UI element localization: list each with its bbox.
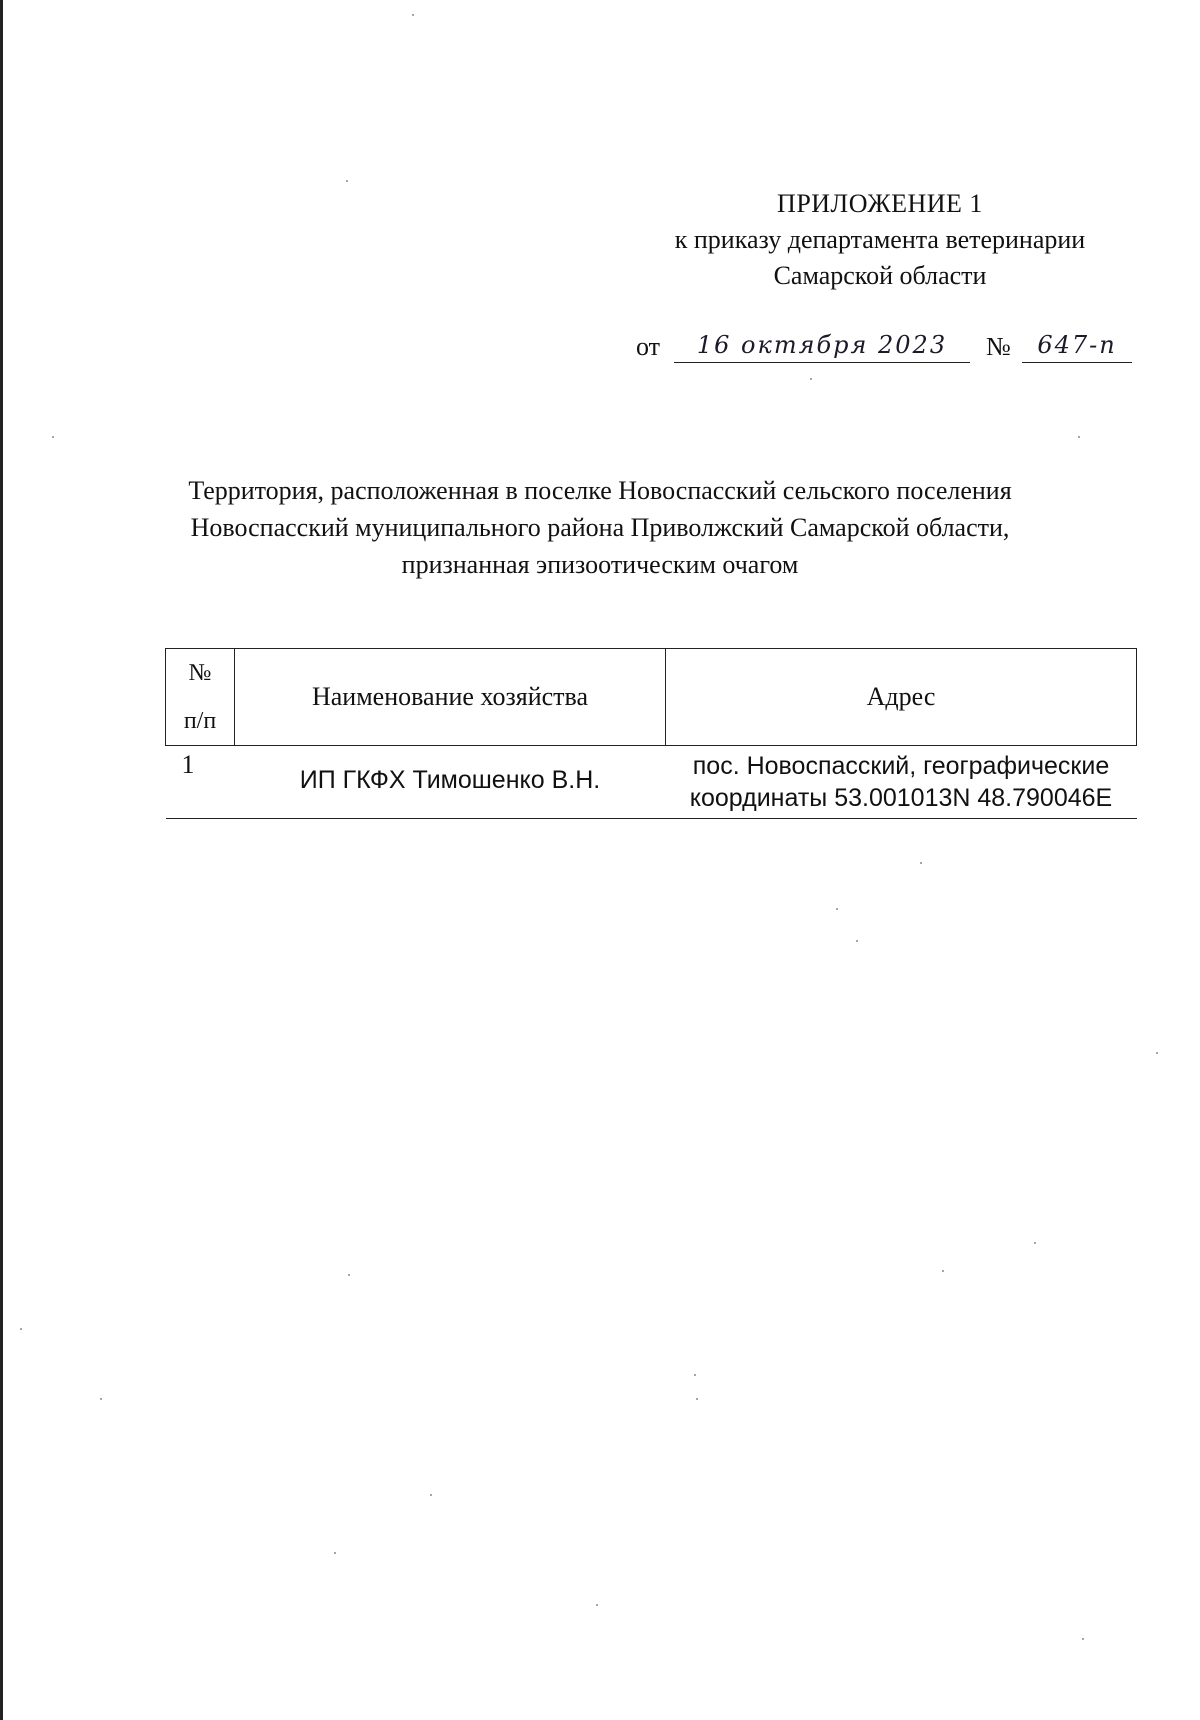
scan-speck <box>100 1398 102 1400</box>
scan-speck <box>430 1494 432 1496</box>
scan-speck <box>920 862 922 864</box>
scan-speck <box>412 14 414 16</box>
scan-speck <box>696 1398 698 1400</box>
row-address-line-1: пос. Новоспасский, географические <box>692 752 1110 780</box>
annex-header <box>640 186 1120 294</box>
table-row <box>166 746 1137 819</box>
scan-speck <box>20 1328 22 1330</box>
order-line <box>636 328 1156 368</box>
scan-speck <box>334 1552 336 1554</box>
scan-speck <box>346 180 348 182</box>
row-number: 1 <box>166 746 235 819</box>
order-from-label: от <box>636 332 661 361</box>
scan-speck <box>52 436 54 438</box>
scan-speck <box>1034 1242 1036 1244</box>
document-title <box>120 472 1080 583</box>
scan-speck <box>856 940 858 942</box>
row-farm-name: ИП ГКФХ Тимошенко В.Н. <box>235 746 666 819</box>
annex-region: Самарской области <box>773 261 987 290</box>
scan-speck <box>1082 1638 1084 1640</box>
scan-speck <box>694 1374 696 1376</box>
title-line-1: Территория, расположенная в поселке Новоспасский сельского поселения <box>188 476 1012 505</box>
header-number-symbol: № <box>188 660 212 686</box>
annex-order-reference: к приказу департамента ветеринарии <box>674 225 1086 254</box>
farm-table <box>165 648 1137 819</box>
header-farm-name: Наименование хозяйства <box>235 649 666 746</box>
order-number-handwritten: 647-п <box>1022 328 1132 363</box>
row-address <box>666 746 1137 819</box>
header-number <box>166 649 235 746</box>
scan-speck <box>596 1604 598 1606</box>
header-number-pp: п/п <box>183 708 217 734</box>
order-number-label: № <box>986 332 1011 361</box>
table-header-row <box>166 649 1137 746</box>
scan-page-edge <box>0 0 3 1720</box>
title-line-2: Новоспасский муниципального района Приволжский Самарской области, <box>190 513 1010 542</box>
header-address: Адрес <box>666 649 1137 746</box>
order-date-handwritten: 16 октября 2023 <box>674 328 970 363</box>
annex-title: ПРИЛОЖЕНИЕ 1 <box>777 189 983 218</box>
scan-speck <box>348 1274 350 1276</box>
scan-speck <box>836 908 838 910</box>
title-line-3: признанная эпизоотическим очагом <box>401 550 799 579</box>
row-address-line-2: координаты 53.001013N 48.790046E <box>689 784 1113 812</box>
scan-speck <box>1156 1052 1158 1054</box>
scan-speck <box>810 378 812 380</box>
scan-speck <box>1078 436 1080 438</box>
scan-speck <box>942 1270 944 1272</box>
